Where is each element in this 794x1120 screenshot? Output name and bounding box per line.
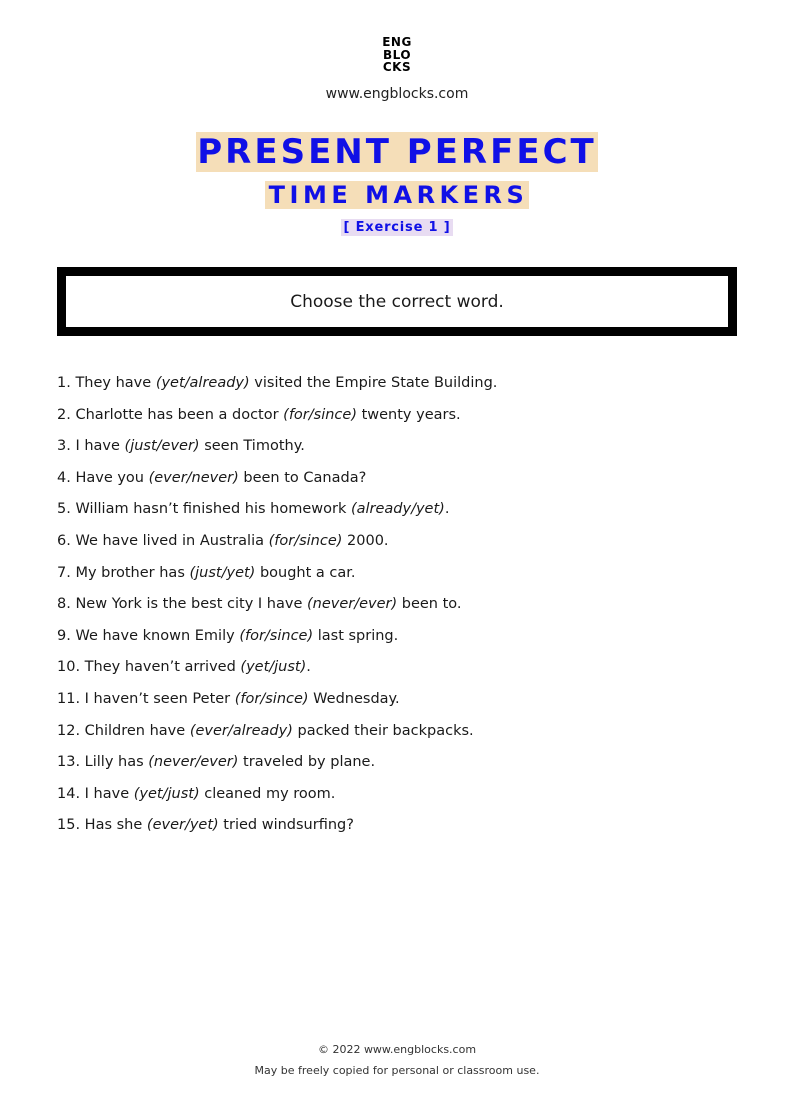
exercise-item (57, 783, 747, 815)
item-number: 13. (57, 754, 81, 771)
exercise-list (57, 372, 747, 846)
item-text-before: Has she (84, 817, 143, 834)
item-text-after: . (306, 659, 311, 676)
item-number: 10. (57, 659, 81, 676)
item-text-after: Wednesday. (313, 690, 400, 707)
logo-line: BLO (382, 47, 412, 62)
exercise-item (57, 530, 747, 562)
item-text-before: I have (75, 438, 120, 455)
item-number: 7. (57, 564, 71, 581)
item-number: 15. (57, 817, 81, 834)
item-options: (for/since) (268, 532, 343, 549)
item-text-before: New York is the best city I have (75, 596, 303, 613)
item-text-before: I have (84, 785, 130, 802)
footer-copyright: © 2022 www.engblocks.com (317, 1043, 477, 1056)
exercise-item (57, 656, 747, 688)
item-text-after: been to Canada? (243, 469, 367, 486)
item-options: (yet/just) (133, 785, 200, 802)
exercise-item (57, 593, 747, 625)
item-text-before: Lilly has (84, 754, 144, 771)
exercise-item (57, 751, 747, 783)
exercise-item (57, 814, 747, 846)
item-options: (yet/just) (240, 659, 307, 676)
item-options: (already/yet) (350, 501, 445, 518)
item-text-before: Children have (84, 722, 186, 739)
item-number: 12. (57, 722, 81, 739)
item-options: (never/ever) (148, 754, 239, 771)
item-options: (ever/already) (189, 722, 293, 739)
item-number: 11. (57, 690, 81, 707)
exercise-item (57, 562, 747, 594)
logo-line: ENG (382, 35, 412, 49)
exercise-item (57, 688, 747, 720)
site-url[interactable]: www.engblocks.com (325, 86, 469, 102)
item-number: 6. (57, 532, 71, 549)
item-number: 5. (57, 501, 71, 518)
item-number: 4. (57, 469, 71, 486)
exercise-item (57, 625, 747, 657)
item-text-after: tried windsurfing? (223, 817, 354, 834)
item-text-before: I haven’t seen Peter (84, 690, 231, 707)
logo-line: CKS (382, 60, 412, 74)
exercise-item (57, 498, 747, 530)
item-text-after: cleaned my room. (204, 785, 336, 802)
item-options: (for/since) (239, 627, 314, 644)
instruction-text: Choose the correct word. (290, 291, 504, 312)
item-text-after: last spring. (317, 627, 399, 644)
item-number: 1. (57, 375, 71, 391)
footer-note: May be freely copied for personal or classroom use. (254, 1064, 540, 1077)
item-text-before: Charlotte has been a doctor (75, 406, 279, 423)
item-text-before: My brother has (75, 564, 185, 581)
item-text-before: They haven’t arrived (84, 659, 236, 676)
item-options: (for/since) (234, 690, 309, 707)
item-text-before: William hasn’t finished his homework (75, 501, 347, 518)
item-options: (just/ever) (124, 438, 200, 455)
item-options: (just/yet) (189, 564, 256, 581)
item-text-after: . (444, 501, 450, 518)
item-text-after: been to. (401, 596, 462, 613)
instruction-box (57, 267, 737, 336)
item-text-before: They have (75, 375, 152, 391)
item-text-after: traveled by plane. (243, 754, 376, 771)
item-number: 14. (57, 785, 81, 802)
item-text-before: Have you (75, 469, 144, 486)
exercise-item (57, 435, 747, 467)
exercise-item (57, 404, 747, 436)
item-text-after: visited the Empire State Building. (254, 375, 498, 391)
exercise-label: [ Exercise 1 ] (341, 219, 454, 236)
item-options: (yet/already) (155, 375, 250, 391)
item-options: (ever/yet) (146, 817, 219, 834)
item-number: 3. (57, 438, 71, 455)
exercise-item (57, 720, 747, 752)
item-text-after: seen Timothy. (204, 438, 305, 455)
item-text-after: bought a car. (259, 564, 356, 581)
item-options: (never/ever) (306, 596, 398, 613)
item-text-before: We have lived in Australia (75, 532, 264, 549)
item-text-after: packed their backpacks. (297, 722, 474, 739)
item-options: (for/since) (283, 406, 357, 423)
page-subtitle: TIME MARKERS (265, 181, 530, 209)
item-number: 2. (57, 406, 71, 423)
item-number: 9. (57, 627, 71, 644)
page-title: PRESENT PERFECT (197, 132, 597, 172)
item-text-after: 2000. (347, 532, 389, 549)
exercise-item (57, 372, 747, 404)
exercise-item (57, 467, 747, 499)
engblocks-logo (0, 36, 794, 74)
item-text-after: twenty years. (361, 406, 461, 423)
item-options: (ever/never) (148, 469, 239, 486)
item-text-before: We have known Emily (75, 627, 235, 644)
item-number: 8. (57, 596, 71, 613)
